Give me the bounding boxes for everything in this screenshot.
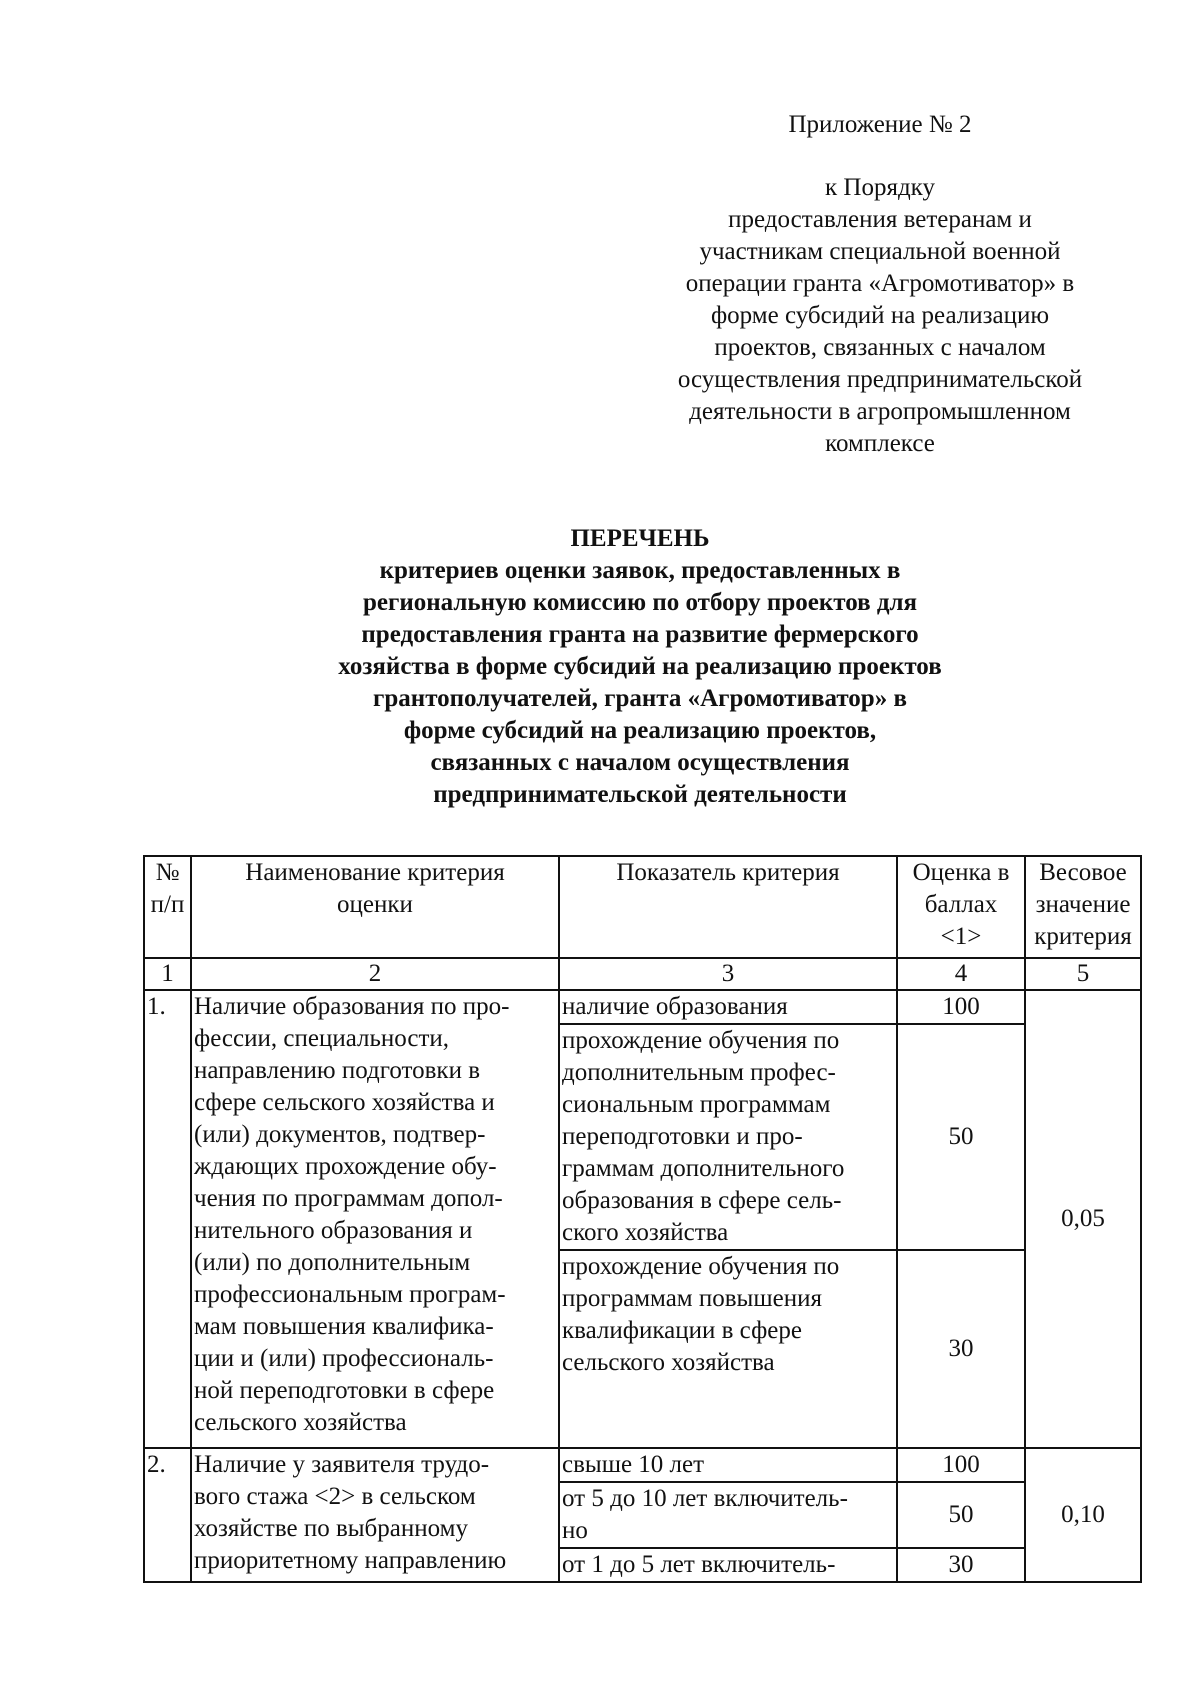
title-line: предпринимательской деятельности (433, 781, 847, 808)
criterion-name-line: сельского хозяйства (194, 1409, 407, 1436)
title-line: связанных с началом осуществления (430, 749, 850, 776)
indicator-cell (559, 1250, 897, 1448)
header-row (144, 856, 1141, 958)
indicator-line: от 1 до 5 лет включитель- (562, 1551, 836, 1578)
annex-line: операции гранта «Агромотиватор» в (685, 270, 1075, 297)
indicator-line: от 5 до 10 лет включитель- (562, 1485, 848, 1512)
column-number-row (144, 958, 1141, 990)
header-text: Наименование критерия (245, 859, 505, 886)
criterion-name-line: Наличие образования по про- (194, 993, 510, 1020)
header-text: критерия (1034, 923, 1132, 950)
indicator-line: граммам дополнительного (562, 1155, 845, 1182)
header-text: баллах (924, 891, 998, 918)
criterion-name-line: нительного образования и (194, 1217, 473, 1244)
weight-cell: 0,05 (1025, 990, 1141, 1448)
criterion-name-line: ции и (или) профессиональ- (194, 1345, 494, 1372)
criterion-name-line: профессиональным програм- (194, 1281, 506, 1308)
score-cell: 100 (897, 1448, 1025, 1482)
table-row (144, 990, 1141, 1024)
criteria-table (143, 855, 1142, 1583)
criterion-name-line: (или) документов, подтвер- (194, 1121, 486, 1148)
indicator-cell (559, 1024, 897, 1250)
indicator-cell (559, 990, 897, 1024)
annex-line: к Порядку (825, 174, 935, 201)
indicator-cell (559, 1448, 897, 1482)
annex-line: проектов, связанных с началом (714, 334, 1046, 361)
header-text: Показатель критерия (616, 859, 840, 886)
header-text: Весовое (1039, 859, 1127, 886)
header-text: <1> (940, 923, 982, 950)
annex-line: предоставления ветеранам и (728, 206, 1032, 233)
indicator-line: ского хозяйства (562, 1219, 729, 1246)
criterion-name-line: хозяйстве по выбранному (194, 1515, 468, 1542)
score-cell: 50 (897, 1482, 1025, 1548)
criterion-name-line: (или) по дополнительным (194, 1249, 471, 1276)
criterion-name-line: вого стажа <2> в сельском (194, 1483, 476, 1510)
indicator-line: квалификации в сфере (562, 1317, 802, 1344)
indicator-line: сиональным программам (562, 1091, 831, 1118)
criterion-name-line: сфере сельского хозяйства и (194, 1089, 495, 1116)
criterion-name-line: фессии, специальности, (194, 1025, 450, 1052)
header-text: значение (1035, 891, 1131, 918)
header-weight (1025, 856, 1141, 958)
indicator-line: дополнительным профес- (562, 1059, 836, 1086)
indicator-cell (559, 1482, 897, 1548)
criterion-name-line: направлению подготовки в (194, 1057, 481, 1084)
criterion-number: 1. (144, 990, 191, 1448)
title-line: критериев оценки заявок, предоставленных в (379, 557, 901, 584)
score-cell: 50 (897, 1024, 1025, 1250)
annex-line: форме субсидий на реализацию (710, 302, 1050, 329)
title-line: предоставления гранта на развитие фермерского (361, 621, 919, 648)
indicator-line: свыше 10 лет (562, 1451, 705, 1478)
document-title (130, 523, 1150, 811)
criterion-name (191, 1448, 559, 1582)
column-number: 3 (559, 958, 897, 990)
criterion-number: 2. (144, 1448, 191, 1582)
header-indicator (559, 856, 897, 958)
criterion-name-line: приоритетному направлению (194, 1547, 507, 1574)
header-text: Оценка в (912, 859, 1010, 886)
indicator-line: сельского хозяйства (562, 1349, 775, 1376)
title-line: форме субсидий на реализацию проектов, (403, 717, 877, 744)
indicator-line: прохождение обучения по (562, 1253, 840, 1280)
indicator-line: программам повышения (562, 1285, 822, 1312)
indicator-line: образования в сфере сель- (562, 1187, 842, 1214)
criterion-name-line: ждающих прохождение обу- (194, 1153, 497, 1180)
indicator-cell (559, 1548, 897, 1582)
header-name (191, 856, 559, 958)
score-cell: 100 (897, 990, 1025, 1024)
criterion-name (191, 990, 559, 1448)
annex-line: осуществления предпринимательской (677, 366, 1083, 393)
title-line: хозяйства в форме субсидий на реализацию проектов (338, 653, 942, 680)
column-number: 2 (191, 958, 559, 990)
indicator-line: переподготовки и про- (562, 1123, 803, 1150)
criterion-name-line: ной переподготовки в сфере (194, 1377, 495, 1404)
annex-line: участникам специальной военной (699, 238, 1061, 265)
criterion-name-line: чения по программам допол- (194, 1185, 503, 1212)
table-row (144, 1448, 1141, 1482)
weight-cell: 0,10 (1025, 1448, 1141, 1582)
title-heading: ПЕРЕЧЕНЬ (570, 525, 710, 552)
indicator-line: прохождение обучения по (562, 1027, 840, 1054)
header-num (144, 856, 191, 958)
title-line: грантополучателей, гранта «Агромотиватор» в (373, 685, 907, 712)
column-number: 1 (144, 958, 191, 990)
annex-line: комплексе (825, 430, 935, 457)
title-line: региональную комиссию по отбору проектов для (362, 589, 918, 616)
header-text: № (155, 859, 180, 886)
score-cell: 30 (897, 1548, 1025, 1582)
column-number: 5 (1025, 958, 1141, 990)
header-text: п/п (150, 891, 185, 918)
indicator-line: но (562, 1517, 588, 1544)
header-score (897, 856, 1025, 958)
criterion-name-line: мам повышения квалифика- (194, 1313, 494, 1340)
column-number: 4 (897, 958, 1025, 990)
indicator-line: наличие образования (562, 993, 788, 1020)
annex-line: деятельности в агропромышленном (689, 398, 1071, 425)
header-text: оценки (337, 891, 413, 918)
annex-reference (640, 172, 1120, 460)
criterion-name-line: Наличие у заявителя трудо- (194, 1451, 490, 1478)
score-cell: 30 (897, 1250, 1025, 1448)
annex-label: Приложение № 2 (788, 111, 972, 138)
